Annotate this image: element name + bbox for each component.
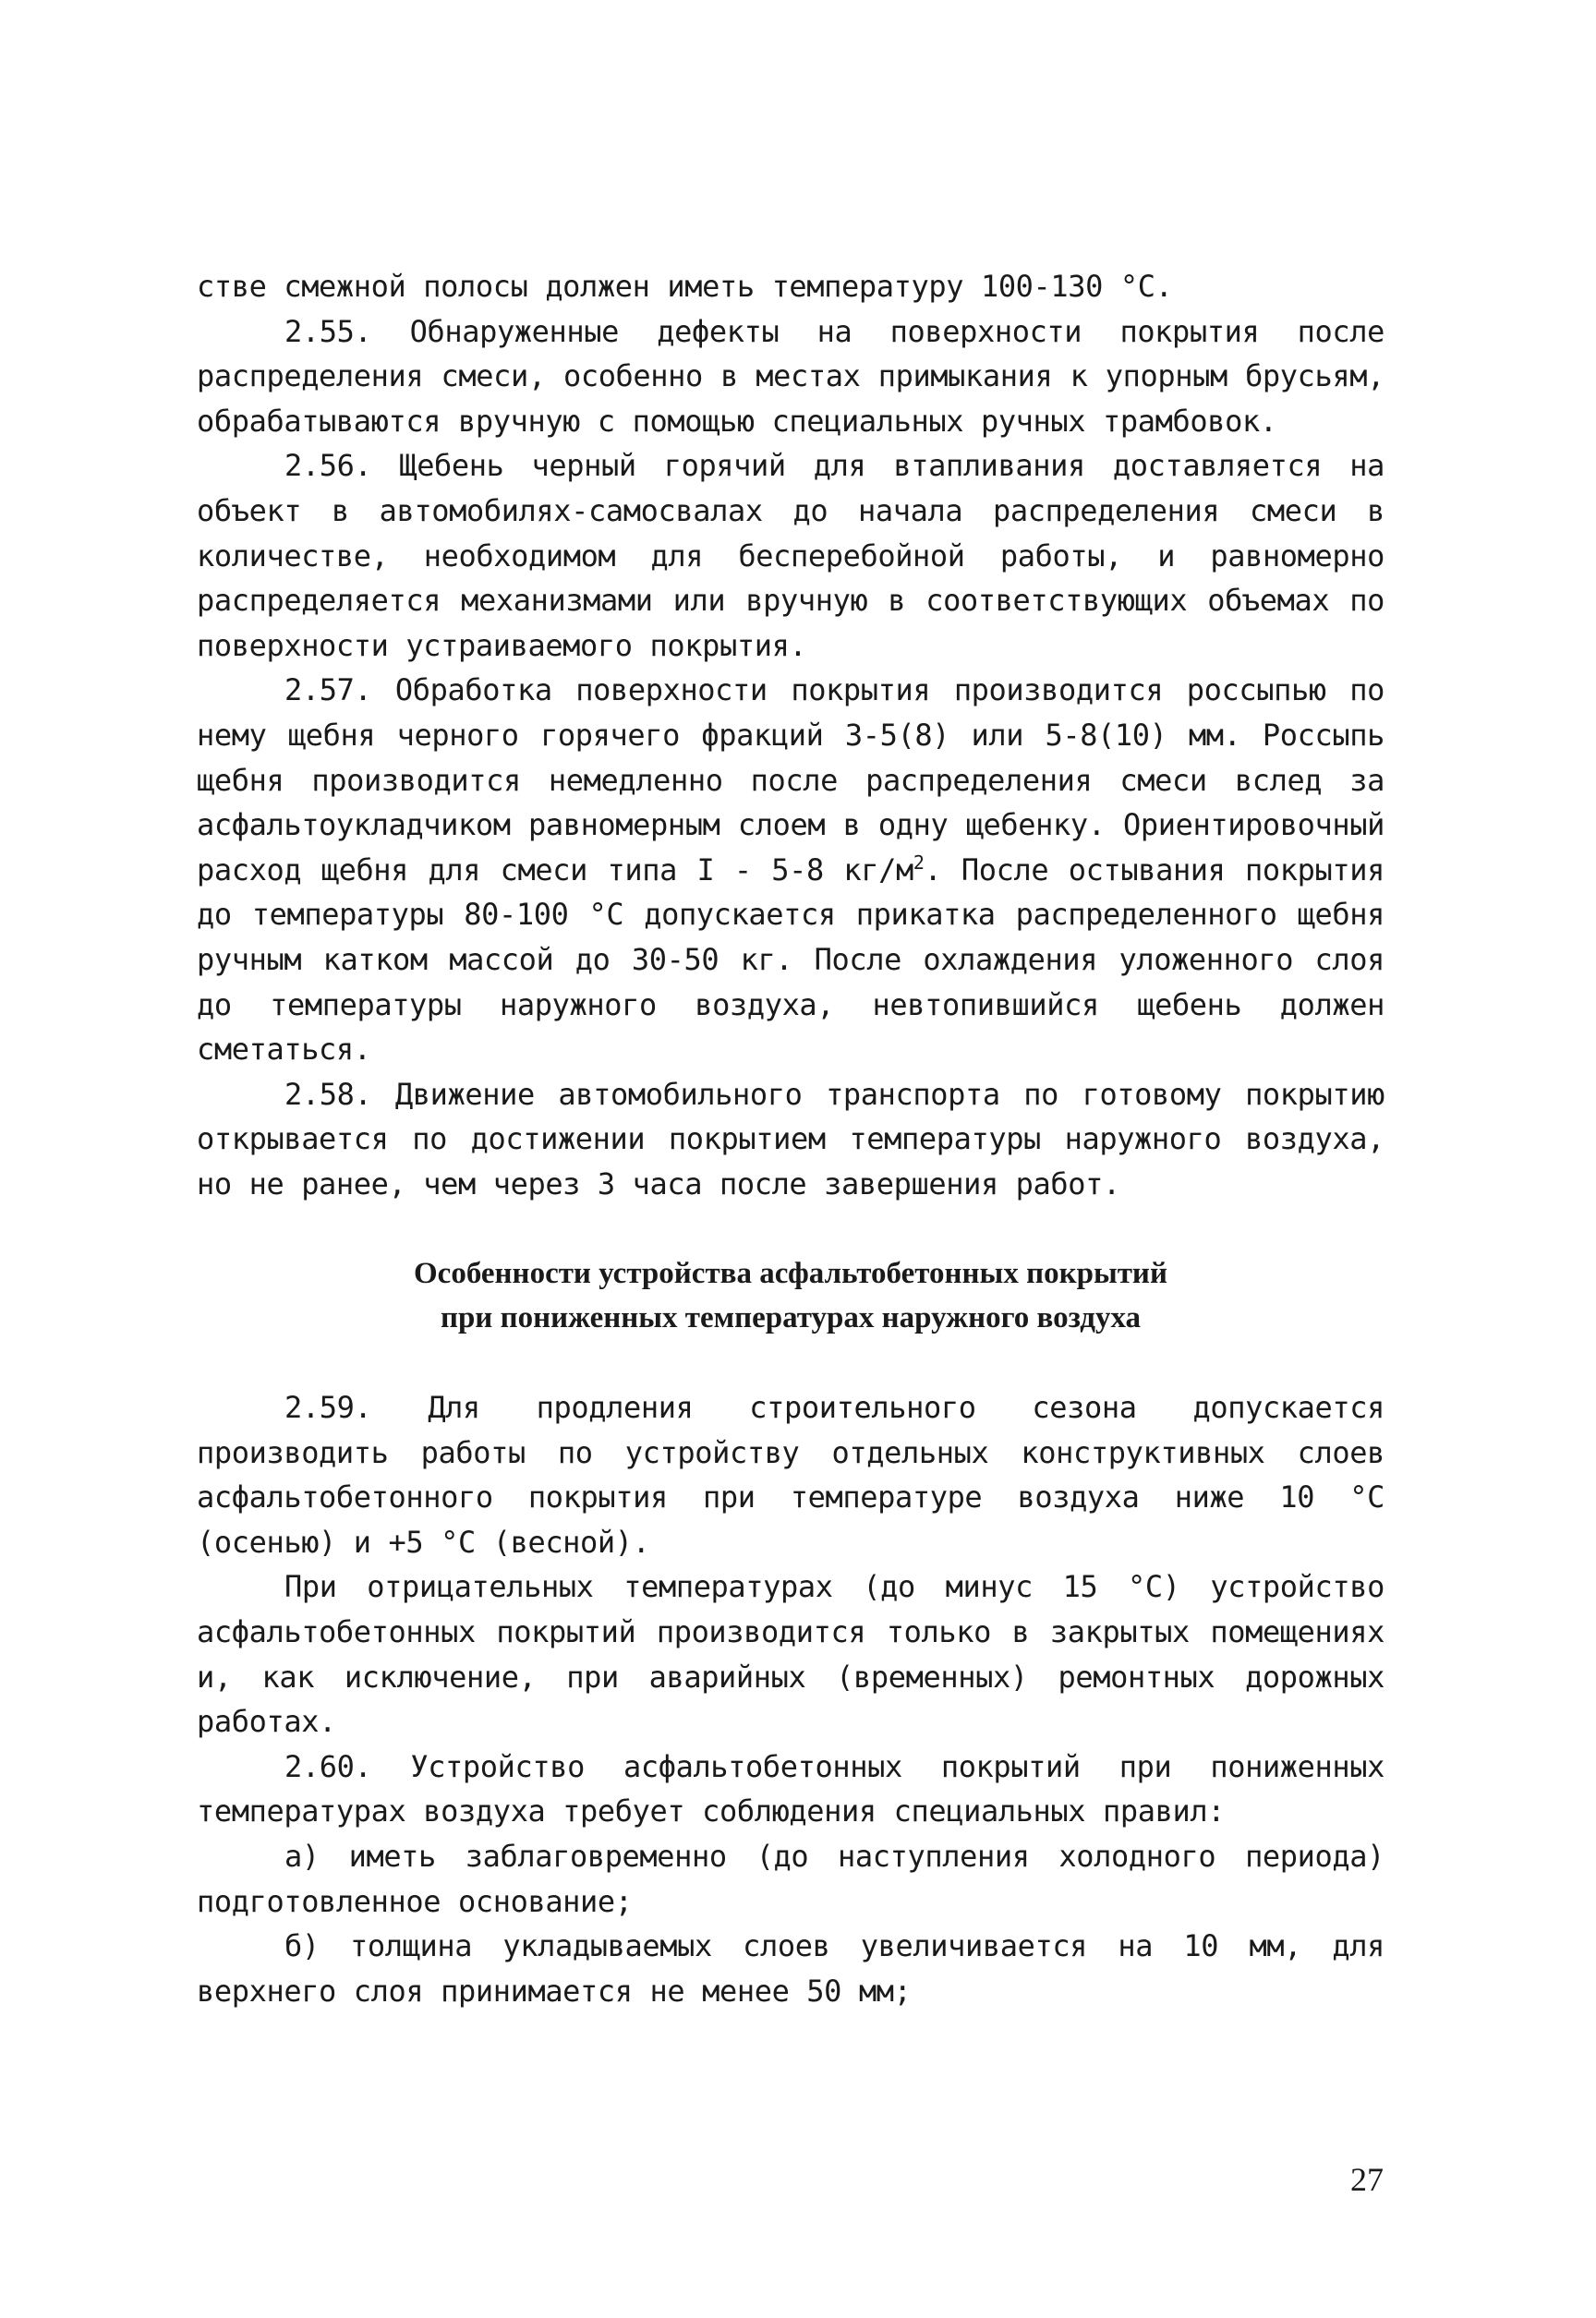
paragraph-continuation: стве смежной полосы должен иметь температуру 100-130 °С. <box>197 269 1173 304</box>
page-number: 27 <box>1350 2161 1384 2198</box>
paragraph-2-59: 2.59. Для продления строительного сезона допускается производить работы по устройству отдельных конструктивных слоев асфальтобетонного покрытия при температуре воздуха ниже 10 °С (осенью) и +5 °С (весной). <box>197 1390 1384 1560</box>
heading-line-2: при пониженных температурах наружного воздуха <box>440 1301 1142 1334</box>
list-item-b: б) толщина укладываемых слоев увеличивается на 10 мм, для верхнего слоя принимается не менее 50 мм; <box>197 1928 1384 2009</box>
paragraph-negative-temperatures: При отрицательных температурах (до минус 15 °С) устройство асфальтобетонных покрытий производится только в закрытых помещениях и, как исключение, при аварийных (временных) ремонтных дорожных работах. <box>197 1569 1384 1740</box>
paragraph-2-57 <box>197 668 1384 1071</box>
paragraph-2-57-part-2: . После остывания покрытия до температуры 80-100 °С допускается прикатка распределенного щебня ручным катком массой до 30-50 кг. После охлаждения уложенного слоя до температуры наружного воздуха, невтопившийся щебень должен сметаться. <box>197 851 1384 1068</box>
superscript-square: 2 <box>913 851 925 874</box>
section-heading <box>197 1251 1384 1340</box>
paragraph-2-58: 2.58. Движение автомобильного транспорта по готовому покрытию открывается по достижении покрытием температуры наружного воздуха, но не ранее, чем через 3 часа после завершения работ. <box>197 1076 1384 1201</box>
text-block-top <box>197 264 1384 1206</box>
paragraph-2-57-part-1: 2.57. Обработка поверхности покрытия производится россыпью по нему щебня черного горячего фракций 3-5(8) или 5-8(10) мм. Россыпь щебня производится немедленно после распределения смеси вслед за асфальтоукладчиком равномерным слоем в одну щебенку. Ориентировочный расход щебня для смеси типа I - 5-8 кг/м <box>197 672 1384 887</box>
list-item-a: а) иметь заблаговременно (до наступления холодного периода) подготовленное основание; <box>197 1838 1384 1919</box>
paragraph-2-60: 2.60. Устройство асфальтобетонных покрытий при пониженных температурах воздуха требует соблюдения специальных правил: <box>197 1748 1384 1829</box>
paragraph-2-56: 2.56. Щебень черный горячий для втапливания доставляется на объект в автомобилях-самосвалах до начала распределения смеси в количестве, необходимом для бесперебойной работы, и равномерно распределяется механизмами или вручную в соответствующих объемах по поверхности устраиваемого покрытия. <box>197 448 1384 663</box>
text-block-bottom <box>197 1385 1384 2013</box>
paragraph-2-55: 2.55. Обнаруженные дефекты на поверхности покрытия после распределения смеси, особенно в местах примыкания к упорным брусьям, обрабатываются вручную с помощью специальных ручных трамбовок. <box>197 313 1384 439</box>
heading-line-1: Особенности устройства асфальтобетонных покрытий <box>414 1257 1167 1290</box>
